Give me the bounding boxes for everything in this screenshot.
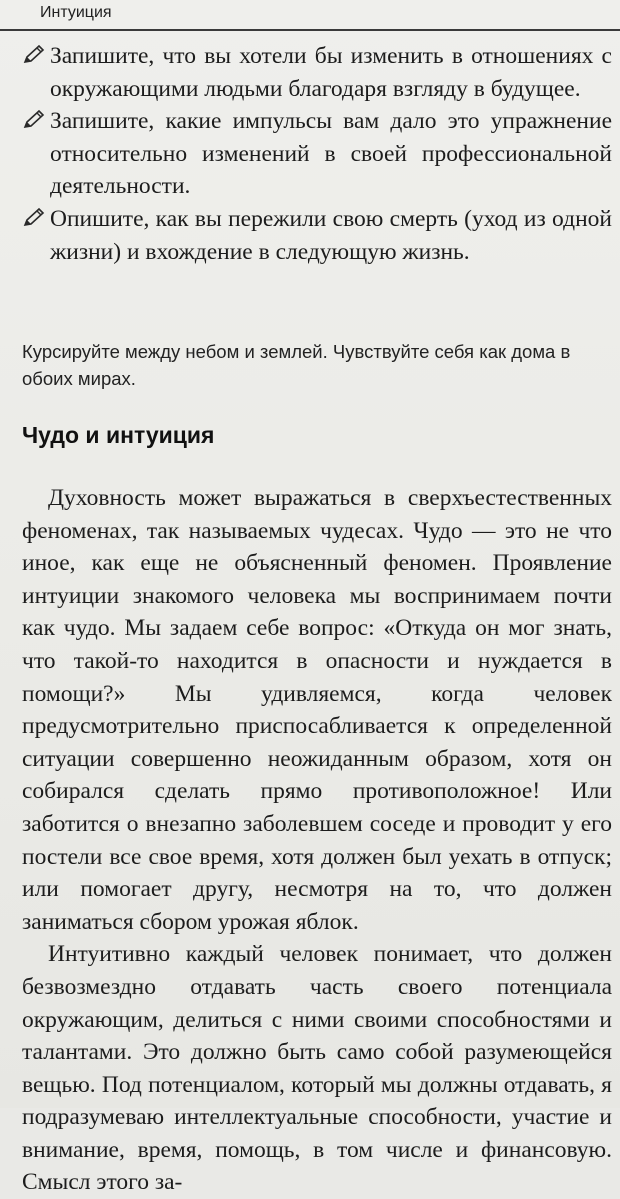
pencil-icon (22, 203, 50, 268)
pencil-icon (22, 105, 50, 203)
exercise-item (22, 105, 612, 203)
exercise-item (22, 203, 612, 268)
exercise-text: Запишите, какие импульсы вам дало это упражнение относительно изменений в своей профессиональной деятельности. (50, 108, 612, 200)
pencil-icon (22, 40, 50, 105)
exercise-list (22, 40, 612, 268)
section-title: Чудо и интуиция (22, 422, 215, 448)
header-rule (0, 29, 620, 31)
section-body (22, 482, 612, 1199)
exercise-text: Опишите, как вы пережили свою смерть (уход из одной жизни) и вхождение в следующую жизнь. (50, 205, 612, 265)
running-head: Интуиция (40, 4, 112, 21)
paragraph: Духовность может выражаться в сверхъестественных феноменах, так называемых чудесах. Чудо — это не что иное, как еще не объясненный феномен. Проявление интуиции знакомого человека мы воспринимаем почти как чудо. Мы задаем себе вопрос: «Откуда он мог знать, что такой-то находится в опасности и нуждается в помощи?» Мы удивляемся, когда человек предусмотрительно приспосабливается к определенной ситуации совершенно неожиданным образом, хотя он собирался сделать прямо противоположное! Или заботится о внезапно заболевшем соседе и проводит у его постели все свое время, хотя должен был уехать в отпуск; или помогает другу, несмотря на то, что должен заниматься сбором урожая яблок. (22, 485, 612, 935)
exercise-text: Запишите, что вы хотели бы изменить в отношениях с окружающими людьми благодаря взгляду в будущее. (50, 43, 612, 102)
exercise-item (22, 40, 612, 105)
note-text: Курсируйте между небом и землей. Чувствуйте себя как дома в обоих мирах. (22, 341, 571, 389)
paragraph: Интуитивно каждый человек понимает, что должен безвозмездно отдавать часть своего потенциала окружающим, делиться с ними своими способностями и талантами. Это должно быть само собой разумеющейся вещью. Под потенциалом, который мы должны отдавать, я подразумеваю интеллектуальные способности, участие и внимание, время, помощь, в том числе и финансовую. Смысл этого за- (22, 941, 612, 1196)
